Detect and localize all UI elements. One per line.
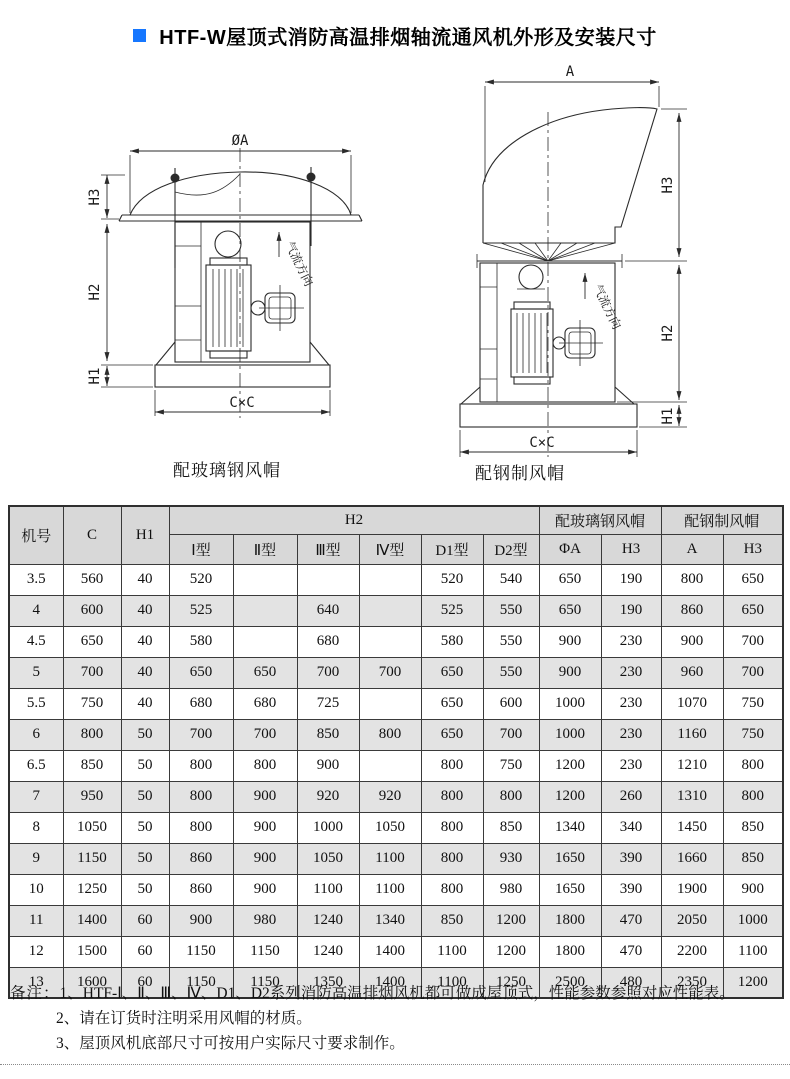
table-row <box>9 936 783 967</box>
table-cell: 650 <box>723 564 783 595</box>
table-cell: 750 <box>723 719 783 750</box>
dim-label-h2: H2 <box>87 283 103 301</box>
table-cell: 525 <box>169 595 233 626</box>
steel-cap-caption: 配钢制风帽 <box>475 464 565 483</box>
table-cell: 580 <box>169 626 233 657</box>
table-cell: 1310 <box>661 781 723 812</box>
note-line-1 <box>10 981 784 1006</box>
table-cell: 1150 <box>169 936 233 967</box>
table-cell: 800 <box>483 781 539 812</box>
table-cell: 1160 <box>661 719 723 750</box>
table-cell: 50 <box>121 781 169 812</box>
table-cell: 860 <box>169 843 233 874</box>
table-cell: 520 <box>421 564 483 595</box>
table-cell: 1660 <box>661 843 723 874</box>
table-cell: 1210 <box>661 750 723 781</box>
table-cell: 7 <box>9 781 63 812</box>
dim-label-base: C×C <box>529 435 555 451</box>
table-cell: 1200 <box>723 967 783 998</box>
table-cell: 50 <box>121 750 169 781</box>
header-c: C <box>63 506 121 564</box>
table-cell: 11 <box>9 905 63 936</box>
table-cell: 750 <box>483 750 539 781</box>
notes-label: 备注： <box>10 985 60 1002</box>
table-cell: 1400 <box>63 905 121 936</box>
table-cell <box>359 564 421 595</box>
note-text-2: 2、请在订货时注明采用风帽的材质。 <box>56 1010 312 1027</box>
table-row <box>9 688 783 719</box>
table-cell: 650 <box>63 626 121 657</box>
table-cell: 340 <box>601 812 661 843</box>
table-cell: 560 <box>63 564 121 595</box>
table-cell: 480 <box>601 967 661 998</box>
header-type-d2: D2型 <box>483 534 539 564</box>
table-cell: 960 <box>661 657 723 688</box>
table-row <box>9 905 783 936</box>
table-cell: 230 <box>601 626 661 657</box>
table-cell: 1050 <box>63 812 121 843</box>
table-cell: 725 <box>297 688 359 719</box>
table-cell <box>359 626 421 657</box>
table-cell: 40 <box>121 657 169 688</box>
table-cell: 8 <box>9 812 63 843</box>
airflow-direction-label: 气流方向 <box>590 282 624 332</box>
table-cell <box>359 688 421 719</box>
table-cell: 1050 <box>297 843 359 874</box>
table-cell: 60 <box>121 936 169 967</box>
table-cell: 650 <box>233 657 297 688</box>
table-cell: 900 <box>661 626 723 657</box>
table-cell: 800 <box>723 781 783 812</box>
table-cell: 700 <box>723 626 783 657</box>
dimensions-table <box>8 505 784 999</box>
table-cell: 800 <box>169 812 233 843</box>
fiberglass-cap-diagram <box>55 118 407 490</box>
table-cell: 800 <box>421 812 483 843</box>
table-cell: 390 <box>601 874 661 905</box>
table-cell: 40 <box>121 688 169 719</box>
table-cell: 1650 <box>539 874 601 905</box>
table-cell: 700 <box>359 657 421 688</box>
table-cell: 60 <box>121 905 169 936</box>
table-cell: 260 <box>601 781 661 812</box>
table-cell: 4.5 <box>9 626 63 657</box>
header-steel-a: A <box>661 534 723 564</box>
table-row <box>9 812 783 843</box>
table-cell: 190 <box>601 595 661 626</box>
table-cell: 6 <box>9 719 63 750</box>
table-cell: 900 <box>233 874 297 905</box>
table-cell: 520 <box>169 564 233 595</box>
table-cell: 1000 <box>539 688 601 719</box>
table-cell: 980 <box>483 874 539 905</box>
table-cell: 50 <box>121 874 169 905</box>
table-cell: 230 <box>601 750 661 781</box>
table-cell: 5.5 <box>9 688 63 719</box>
header-type-1: Ⅰ型 <box>169 534 233 564</box>
table-cell: 1100 <box>421 967 483 998</box>
table-cell: 900 <box>233 843 297 874</box>
table-cell <box>233 626 297 657</box>
table-cell: 3.5 <box>9 564 63 595</box>
table-cell: 1240 <box>297 936 359 967</box>
dim-label-h3: H3 <box>87 188 103 206</box>
table-cell: 1100 <box>421 936 483 967</box>
dim-label-diameter-a: ØA <box>231 133 249 149</box>
table-cell: 50 <box>121 812 169 843</box>
table-cell: 700 <box>233 719 297 750</box>
table-cell: 1600 <box>63 967 121 998</box>
table-cell: 1070 <box>661 688 723 719</box>
note-text-1: 1、HTF-Ⅰ、Ⅱ、Ⅲ、Ⅳ、D1、D2系列消防高温排烟风机都可做成屋顶式，性能参数参照对应性能表。 <box>59 985 735 1002</box>
header-glass-phi-a: ΦA <box>539 534 601 564</box>
table-row <box>9 750 783 781</box>
table-cell: 930 <box>483 843 539 874</box>
table-cell: 1400 <box>359 936 421 967</box>
table-cell: 2200 <box>661 936 723 967</box>
header-steel-h3: H3 <box>723 534 783 564</box>
table-cell: 650 <box>169 657 233 688</box>
header-glass-group: 配玻璃钢风帽 <box>539 506 661 534</box>
header-machine-no: 机号 <box>9 506 63 564</box>
table-cell: 1000 <box>297 812 359 843</box>
table-cell: 13 <box>9 967 63 998</box>
table-cell: 700 <box>723 657 783 688</box>
table-cell: 1350 <box>297 967 359 998</box>
table-cell: 12 <box>9 936 63 967</box>
note-line-3 <box>10 1031 784 1056</box>
table-cell: 850 <box>421 905 483 936</box>
table-cell: 850 <box>483 812 539 843</box>
dim-label-base: C×C <box>229 395 255 411</box>
table-cell: 680 <box>297 626 359 657</box>
table-cell: 650 <box>539 564 601 595</box>
table-cell: 700 <box>63 657 121 688</box>
table-cell: 1450 <box>661 812 723 843</box>
table-cell: 1400 <box>359 967 421 998</box>
header-h2-group: H2 <box>169 506 539 534</box>
table-cell: 40 <box>121 595 169 626</box>
table-cell: 650 <box>421 719 483 750</box>
table-cell <box>359 595 421 626</box>
dim-label-width-a: A <box>565 64 575 80</box>
table-cell: 4 <box>9 595 63 626</box>
table-cell: 6.5 <box>9 750 63 781</box>
dim-label-h2: H2 <box>660 324 676 342</box>
table-cell: 800 <box>169 781 233 812</box>
table-cell: 800 <box>421 843 483 874</box>
table-cell: 640 <box>297 595 359 626</box>
table-cell: 40 <box>121 626 169 657</box>
table-cell: 900 <box>539 626 601 657</box>
table-cell: 40 <box>121 564 169 595</box>
steel-cap-diagram <box>425 57 787 487</box>
table-cell: 600 <box>63 595 121 626</box>
table-cell: 1200 <box>483 936 539 967</box>
table-cell: 1250 <box>483 967 539 998</box>
table-cell: 1800 <box>539 905 601 936</box>
table-cell: 1500 <box>63 936 121 967</box>
table-cell: 650 <box>421 688 483 719</box>
table-row <box>9 781 783 812</box>
table-cell: 900 <box>169 905 233 936</box>
table-cell: 800 <box>661 564 723 595</box>
table-cell: 1200 <box>539 750 601 781</box>
table-cell: 1150 <box>169 967 233 998</box>
table-cell: 1200 <box>483 905 539 936</box>
table-row <box>9 719 783 750</box>
notes <box>10 981 784 1056</box>
table-cell: 800 <box>63 719 121 750</box>
table-cell: 1100 <box>297 874 359 905</box>
table-cell: 900 <box>539 657 601 688</box>
dim-label-h1: H1 <box>660 407 676 425</box>
header-type-d1: D1型 <box>421 534 483 564</box>
table-cell: 1900 <box>661 874 723 905</box>
table-cell: 800 <box>421 750 483 781</box>
table-cell: 800 <box>421 874 483 905</box>
table-cell: 900 <box>723 874 783 905</box>
table-cell: 230 <box>601 657 661 688</box>
table-cell: 860 <box>661 595 723 626</box>
table-cell: 1000 <box>539 719 601 750</box>
table-cell: 900 <box>233 812 297 843</box>
table-cell: 860 <box>169 874 233 905</box>
table-row <box>9 657 783 688</box>
table-cell: 650 <box>421 657 483 688</box>
table-cell: 800 <box>359 719 421 750</box>
table-cell: 1100 <box>359 874 421 905</box>
table-cell: 700 <box>483 719 539 750</box>
table-cell: 190 <box>601 564 661 595</box>
header-steel-group: 配钢制风帽 <box>661 506 783 534</box>
table-cell: 850 <box>297 719 359 750</box>
dim-label-h3: H3 <box>660 176 676 194</box>
table-cell: 230 <box>601 688 661 719</box>
table-row <box>9 843 783 874</box>
table-cell: 1150 <box>233 967 297 998</box>
page-title-row <box>0 18 790 52</box>
table-cell: 50 <box>121 719 169 750</box>
header-type-2: Ⅱ型 <box>233 534 297 564</box>
page-title: HTF-W屋顶式消防高温排烟轴流通风机外形及安装尺寸 <box>159 26 657 49</box>
table-cell: 600 <box>483 688 539 719</box>
table-cell: 1200 <box>539 781 601 812</box>
table-cell: 920 <box>297 781 359 812</box>
table-cell: 750 <box>63 688 121 719</box>
note-line-2 <box>10 1006 784 1031</box>
table-cell: 525 <box>421 595 483 626</box>
table-cell: 900 <box>297 750 359 781</box>
table-cell: 800 <box>723 750 783 781</box>
header-type-4: Ⅳ型 <box>359 534 421 564</box>
table-cell: 1250 <box>63 874 121 905</box>
table-cell: 1650 <box>539 843 601 874</box>
table-cell: 9 <box>9 843 63 874</box>
table-cell <box>297 564 359 595</box>
table-cell: 680 <box>233 688 297 719</box>
table-cell: 900 <box>233 781 297 812</box>
table-cell <box>233 595 297 626</box>
table-header <box>9 506 783 564</box>
table-cell: 10 <box>9 874 63 905</box>
table-row <box>9 874 783 905</box>
table-cell: 1000 <box>723 905 783 936</box>
table-cell <box>233 564 297 595</box>
table-cell: 650 <box>539 595 601 626</box>
table-cell: 1800 <box>539 936 601 967</box>
airflow-direction-label: 气流方向 <box>282 239 316 289</box>
table-cell: 60 <box>121 967 169 998</box>
fiberglass-cap-caption: 配玻璃钢风帽 <box>173 461 281 480</box>
table-cell: 550 <box>483 595 539 626</box>
table-cell: 1340 <box>539 812 601 843</box>
table-cell: 390 <box>601 843 661 874</box>
table-cell: 850 <box>63 750 121 781</box>
table-cell: 2350 <box>661 967 723 998</box>
table-cell: 1100 <box>723 936 783 967</box>
table-cell: 800 <box>233 750 297 781</box>
table-cell: 680 <box>169 688 233 719</box>
table-cell: 1340 <box>359 905 421 936</box>
table-cell: 540 <box>483 564 539 595</box>
table-cell: 5 <box>9 657 63 688</box>
table-cell: 1050 <box>359 812 421 843</box>
table-cell: 1100 <box>359 843 421 874</box>
table-cell: 700 <box>297 657 359 688</box>
table-row <box>9 595 783 626</box>
table-cell: 50 <box>121 843 169 874</box>
header-type-3: Ⅲ型 <box>297 534 359 564</box>
table-cell: 920 <box>359 781 421 812</box>
table-cell: 2050 <box>661 905 723 936</box>
table-cell: 950 <box>63 781 121 812</box>
dim-label-h1: H1 <box>87 367 103 385</box>
dotted-divider <box>0 1064 790 1065</box>
table-cell: 980 <box>233 905 297 936</box>
table-cell: 580 <box>421 626 483 657</box>
table-cell: 700 <box>169 719 233 750</box>
table-cell: 550 <box>483 657 539 688</box>
table-cell: 230 <box>601 719 661 750</box>
table-cell: 650 <box>723 595 783 626</box>
table-cell: 470 <box>601 936 661 967</box>
table-cell: 470 <box>601 905 661 936</box>
header-glass-h3: H3 <box>601 534 661 564</box>
table-cell <box>359 750 421 781</box>
table-cell: 1150 <box>63 843 121 874</box>
table-cell: 850 <box>723 843 783 874</box>
header-h1: H1 <box>121 506 169 564</box>
table-cell: 850 <box>723 812 783 843</box>
table-row <box>9 626 783 657</box>
note-text-3: 3、屋顶风机底部尺寸可按用户实际尺寸要求制作。 <box>56 1035 405 1052</box>
title-bullet-icon <box>133 29 146 42</box>
table-cell: 750 <box>723 688 783 719</box>
table-cell: 800 <box>421 781 483 812</box>
table-cell: 1240 <box>297 905 359 936</box>
table-cell: 1150 <box>233 936 297 967</box>
table-cell: 2500 <box>539 967 601 998</box>
table-row <box>9 564 783 595</box>
table-cell: 550 <box>483 626 539 657</box>
table-cell: 800 <box>169 750 233 781</box>
